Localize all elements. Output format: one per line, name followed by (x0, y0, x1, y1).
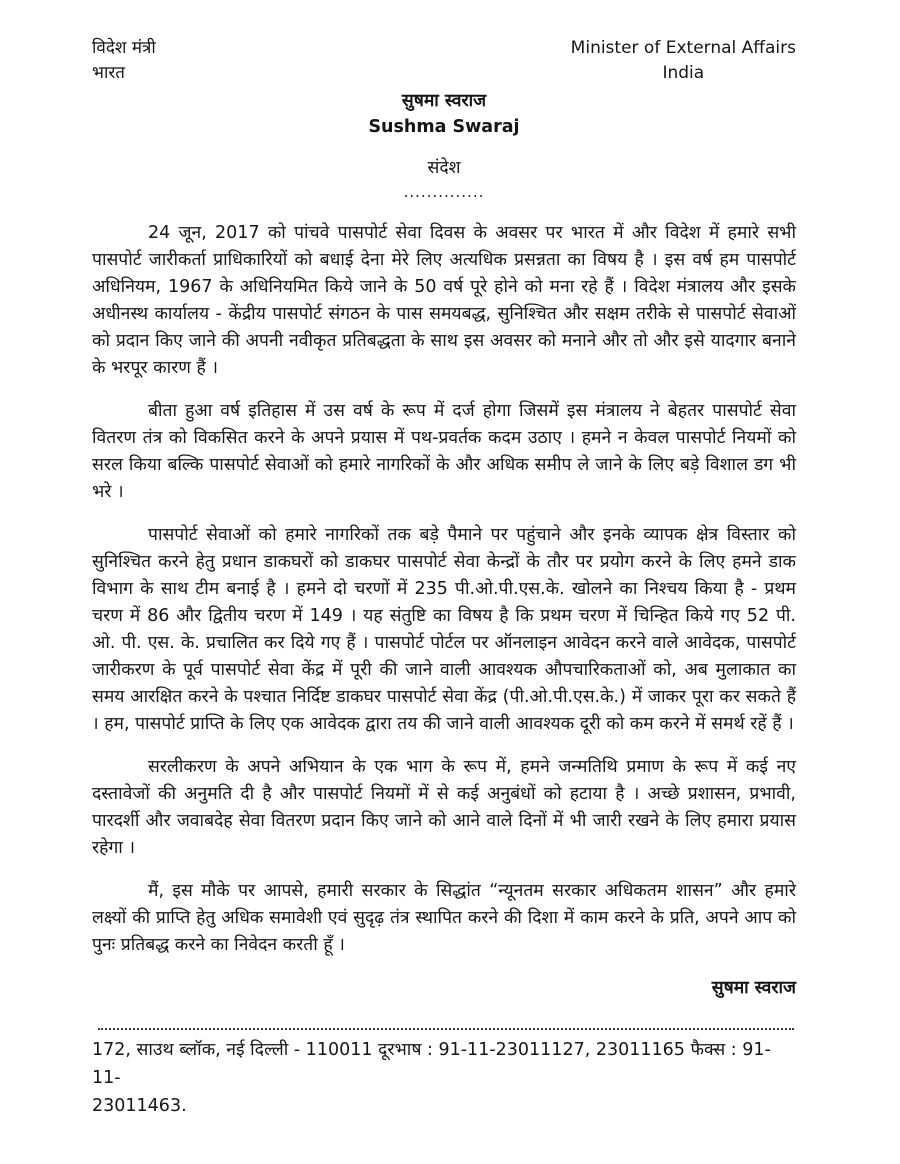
minister-name-block (92, 88, 796, 140)
minister-name-english: Sushma Swaraj (368, 117, 520, 137)
minister-title-hindi (92, 36, 156, 86)
letterhead (92, 36, 796, 86)
letter-body (92, 220, 796, 959)
signature-name: सुषमा स्वराज (711, 978, 796, 998)
paragraph-1: 24 जून, 2017 को पांचवे पासपोर्ट सेवा दिवस के अवसर पर भारत में और विदेश में हमारे सभी पासपोर्ट जारीकर्ता प्राधिकारियों को बधाई देना मेरे लिए अत्यधिक प्रसन्नता का विषय है । इस वर्ष हम पासपोर्ट अधिनियम, 1967 के अधिनियमित किये जाने के 50 वर्ष पूरे होने को मना रहे हैं । विदेश मंत्रालय और इसके अधीनस्थ कार्यालय - केंद्रीय पासपोर्ट संगठन के पास समयबद्ध, सुनिश्चित और सक्षम तरीके से पासपोर्ट सेवाओं को प्रदान किए जाने की अपनी नवीकृत प्रतिबद्धता के साथ इस अवसर को मनाने और तो और इसे यादगार बनाने के भरपूर कारण हैं । (92, 223, 796, 378)
minister-title-hindi-line1: विदेश मंत्री (92, 38, 156, 58)
paragraph-4: सरलीकरण के अपने अभियान के एक भाग के रूप में, हमने जन्मतिथि प्रमाण के रूप में कई नए दस्तावेजों की अनुमति दी है और पासपोर्ट नियमों में से कई अनुबंधों को हटाया है । अच्छे प्रशासन, प्रभावी, पारदर्शी और जवाबदेह सेवा वितरण प्रदान किए जाने को आने वाले दिनों में भी जारी रखने के लिए हमारा प्रयास रहेगा । (92, 757, 796, 858)
paragraph-3: पासपोर्ट सेवाओं को हमारे नागरिकों तक बड़े पैमाने पर पहुंचाने और इनके व्यापक क्षेत्र विस्तार को सुनिश्चित करने हेतु प्रधान डाकघरों को डाकघर पासपोर्ट सेवा केन्द्रों के तौर पर प्रयोग करने के लिए हमने डाक विभाग के साथ टीम बनाई है । हमने दो चरणों में 235 पी.ओ.पी.एस.के. खोलने का निश्चय किया है - प्रथम चरण में 86 और द्वितीय चरण में 149 । यह संतुष्टि का विषय है कि प्रथम चरण में चिन्हित किये गए 52 पी. ओ. पी. एस. के. प्रचालित कर दिये गए हैं । पासपोर्ट पोर्टल पर ऑनलाइन आवेदन करने वाले आवेदक, पासपोर्ट जारीकरण के पूर्व पासपोर्ट सेवा केंद्र में पूरी की जाने वाली आवश्यक औपचारिकताओं को, अब मुलाकात का समय आरक्षित करने के पश्चात निर्दिष्ट डाकघर पासपोर्ट सेवा केंद्र (पी.ओ.पी.एस.के.) में जाकर पूरा कर सकते हैं । हम, पासपोर्ट प्राप्ति के लिए एक आवेदक द्वारा तय की जाने वाली आवश्यक दूरी को कम करने में समर्थ रहें हैं । (92, 525, 796, 734)
minister-title-english (571, 36, 796, 86)
dots-separator: .............. (403, 183, 485, 201)
minister-title-english-line2: India (662, 63, 705, 83)
footer-address-line1: 172, साउथ ब्लॉक, नई दिल्ली - 110011 दूरभाष : 91-11-23011127, 23011165 फैक्स : 91-11- (92, 1040, 771, 1088)
paragraph-2: बीता हुआ वर्ष इतिहास में उस वर्ष के रूप में दर्ज होगा जिसमें इस मंत्रालय ने बेहतर पासपोर्ट सेवा वितरण तंत्र को विकसित करने के अपने प्रयास में पथ-प्रवर्तक कदम उठाए । हमने न केवल पासपोर्ट नियमों को सरल किया बल्कि पासपोर्ट सेवाओं को हमारे नागरिकों के और अधिक समीप ले जाने के लिए बड़े विशाल डग भी भरे । (92, 401, 796, 502)
message-heading: संदेश (427, 158, 461, 178)
footer-address-line2: 23011463. (92, 1096, 187, 1116)
letter-footer (92, 1028, 796, 1120)
footer-address (92, 1036, 796, 1120)
minister-name-hindi: सुषमा स्वराज (401, 91, 487, 111)
paragraph-5: मैं, इस मौके पर आपसे, हमारी सरकार के सिद्धांत “न्यूनतम सरकार अधिकतम शासन” और हमारे लक्ष्यों की प्राप्ति हेतु अधिक समावेशी एवं सुदृढ़ तंत्र स्थापित करने की दिशा में काम करने के प्रति, अपने आप को पुनः प्रतिबद्ध करने का निवेदन करती हूँ । (92, 881, 796, 955)
minister-title-hindi-line2: भारत (92, 63, 125, 83)
footer-dotted-line (98, 1028, 794, 1030)
minister-title-english-line1: Minister of External Affairs (570, 38, 796, 58)
